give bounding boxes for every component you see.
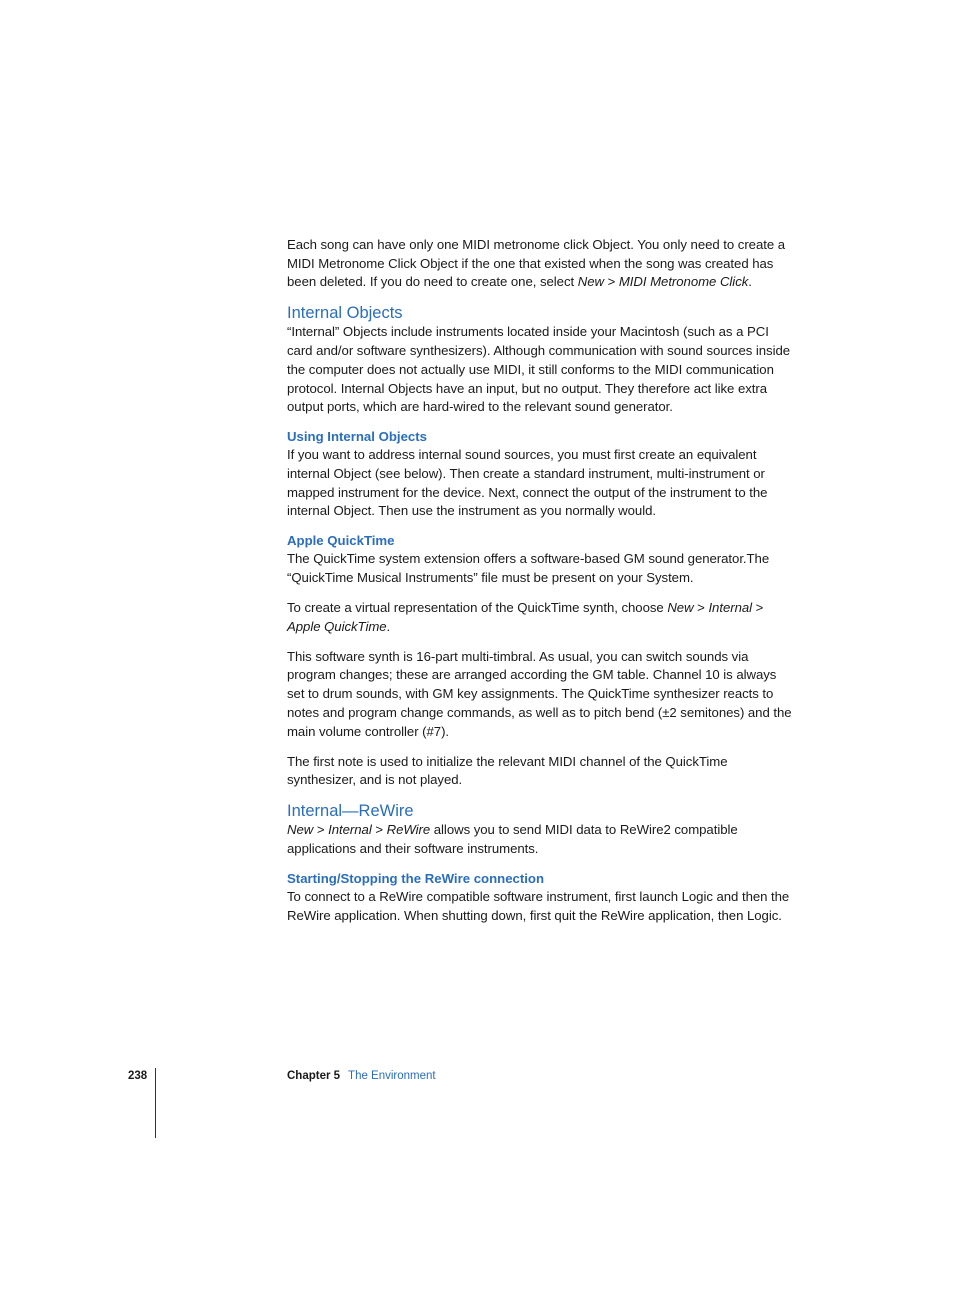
menu-path-rewire: ReWire bbox=[386, 822, 431, 838]
menu-separator: > bbox=[693, 600, 709, 616]
quicktime-paragraph-1: The QuickTime system extension offers a software-based GM sound generator.The “QuickTime Musical Instruments” file must be present on your System. bbox=[287, 551, 770, 586]
menu-path-midi-metronome-click: MIDI Metronome Click bbox=[618, 274, 749, 290]
menu-path-apple-quicktime: Apple QuickTime bbox=[287, 618, 387, 634]
quicktime-text-end: . bbox=[386, 618, 391, 634]
page-content bbox=[287, 236, 797, 937]
intro-paragraph bbox=[287, 236, 797, 292]
chapter-label: Chapter 5 bbox=[287, 1070, 341, 1082]
quicktime-paragraph-3: This software synth is 16-part multi-timbral. As usual, you can switch sounds via program changes; these are arranged according the GM table. Channel 10 is always set to drum sounds, with GM key assignments. The QuickTime synthesizer reacts to notes and program change commands, as well as to pitch bend (±2 semitones) and the main volume controller (#7). bbox=[287, 648, 792, 739]
heading-starting-stopping-rewire: Starting/Stopping the ReWire connection bbox=[287, 870, 545, 886]
quicktime-paragraph-4: The first note is used to initialize the relevant MIDI channel of the QuickTime synthesizer, and is not played. bbox=[287, 753, 728, 788]
heading-internal-rewire: Internal—ReWire bbox=[287, 802, 414, 821]
quicktime-paragraph-2 bbox=[287, 599, 797, 636]
menu-path-internal: Internal bbox=[328, 822, 372, 838]
chapter-title: The Environment bbox=[348, 1070, 436, 1082]
internal-objects-paragraph: “Internal” Objects include instruments located inside your Macintosh (such as a PCI card and/or software synthesizers). Although communication with sound sources inside the computer does not actually use MIDI, it still conforms to the MIDI communication protocol. Internal Objects have an input, but no output. They therefore act like extra output ports, which are hard-wired to the relevant sound generator. bbox=[287, 324, 791, 415]
quicktime-text: To create a virtual representation of the QuickTime synth, choose bbox=[287, 600, 668, 616]
menu-path-new: New bbox=[577, 274, 604, 290]
menu-separator: > bbox=[313, 822, 329, 838]
footer-chapter bbox=[287, 1070, 436, 1082]
intro-text: Each song can have only one MIDI metronome click Object. You only need to create a MIDI Metronome Click Object if the one that existed when the song was created has been deleted. If you do need to create one, select bbox=[287, 237, 786, 290]
menu-separator: > bbox=[752, 600, 764, 616]
menu-path-internal: Internal bbox=[708, 600, 753, 616]
intro-text-end: . bbox=[748, 274, 752, 290]
using-internal-objects-paragraph: If you want to address internal sound sources, you must first create an equivalent internal Object (see below). Then create a standard instrument, multi-instrument or mapped instrument for the device. Next, connect the output of the instrument to the internal Object. Then use the instrument as you normally would. bbox=[287, 447, 768, 519]
menu-path-new: New bbox=[667, 600, 694, 616]
rewire-text: allows you to send MIDI data to ReWire2 compatible applications and their software instruments. bbox=[287, 822, 738, 856]
menu-separator: > bbox=[371, 822, 387, 838]
heading-internal-objects: Internal Objects bbox=[287, 304, 403, 323]
heading-using-internal-objects: Using Internal Objects bbox=[287, 429, 427, 445]
page-number: 238 bbox=[128, 1070, 148, 1082]
menu-separator: > bbox=[603, 274, 619, 290]
heading-apple-quicktime: Apple QuickTime bbox=[287, 533, 395, 549]
footer-divider bbox=[155, 1068, 156, 1138]
rewire-paragraph bbox=[287, 821, 797, 858]
starting-stopping-paragraph: To connect to a ReWire compatible software instrument, first launch Logic and then the ReWire application. When shutting down, first quit the ReWire application, then Logic. bbox=[287, 888, 790, 923]
menu-path-new: New bbox=[287, 822, 314, 838]
